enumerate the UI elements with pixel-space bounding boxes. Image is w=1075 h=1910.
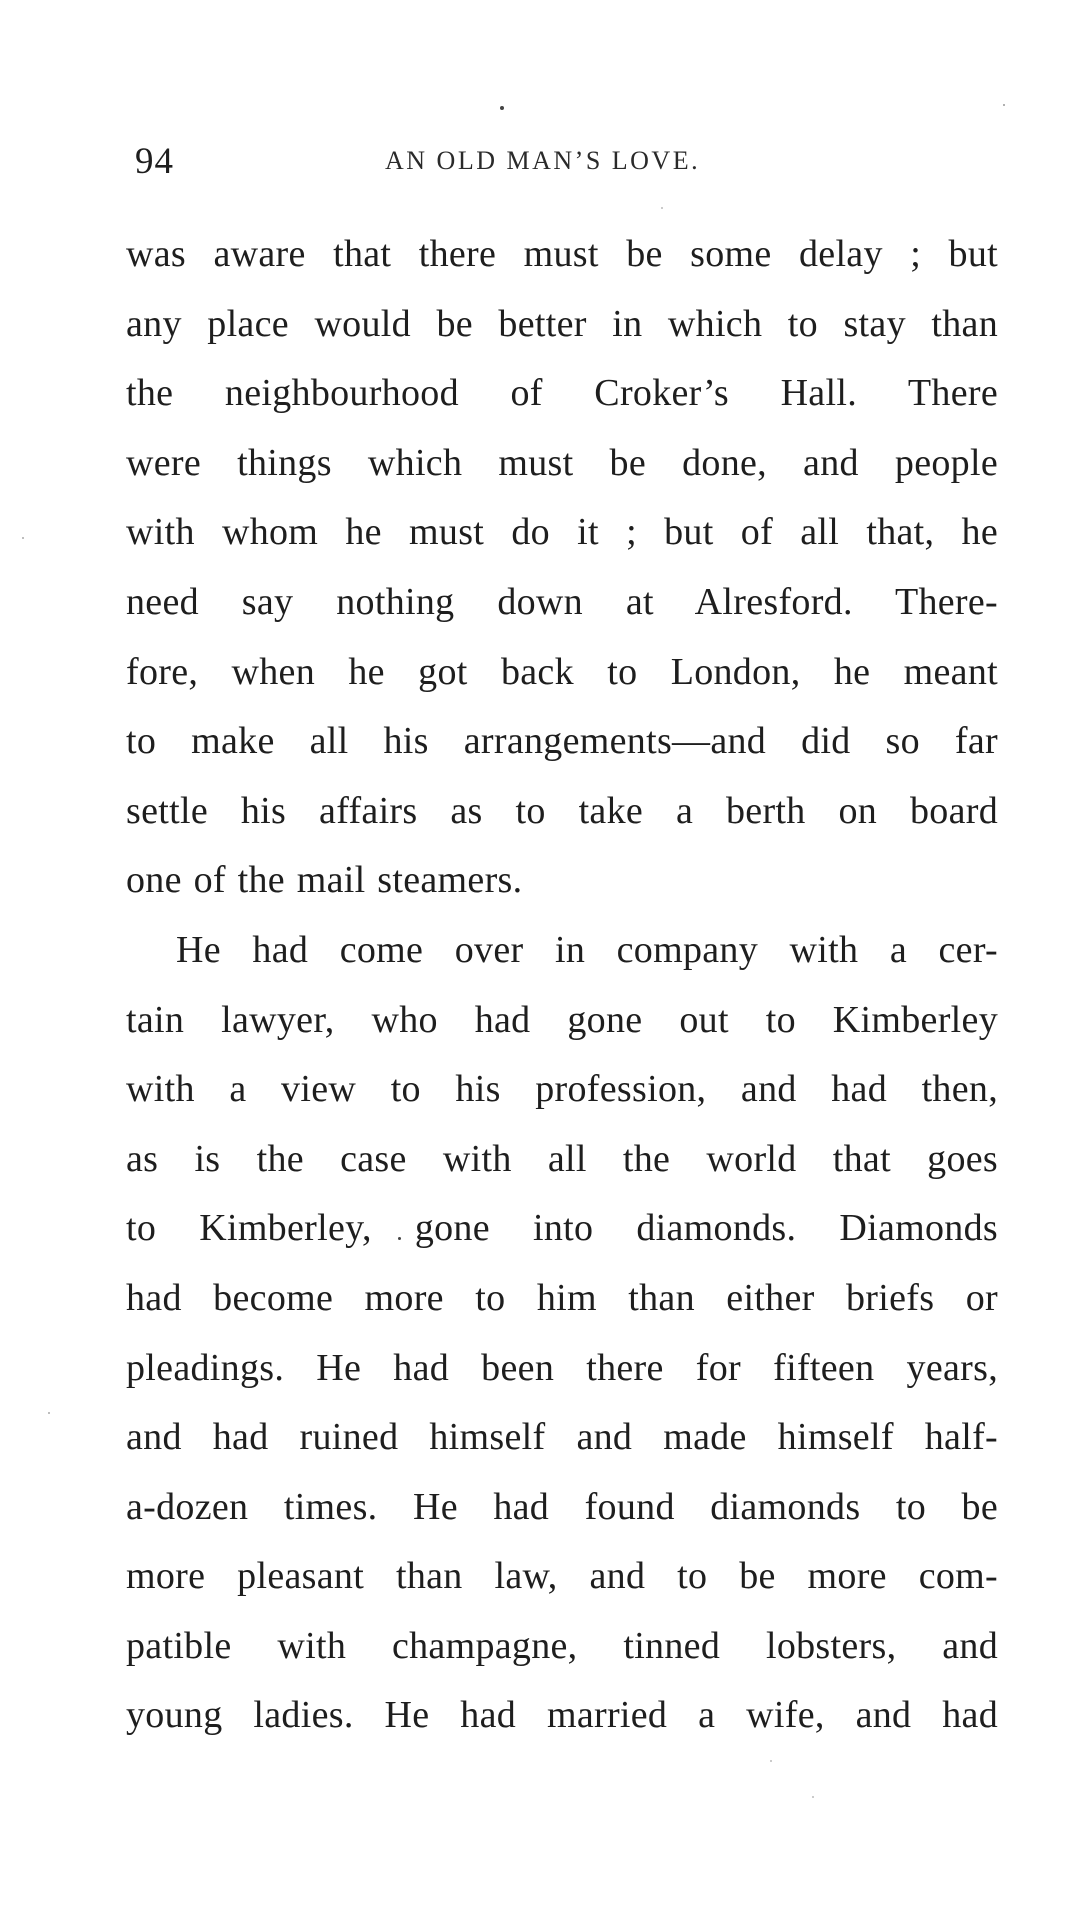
- text-line: to make all his arrangements—and did so far: [126, 720, 998, 763]
- body-text: [126, 220, 998, 1751]
- page-header: [135, 140, 995, 190]
- text-line: any place would be better in which to stay than: [126, 302, 998, 345]
- print-speck: [1003, 104, 1005, 106]
- print-speck: [500, 106, 504, 110]
- text-line: as is the case with all the world that goes: [126, 1137, 998, 1180]
- text-line: were things which must be done, and people: [126, 441, 998, 484]
- text-line: more pleasant than law, and to be more com-: [126, 1555, 998, 1598]
- print-speck: [812, 1796, 814, 1798]
- running-title: AN OLD MAN’S LOVE.: [385, 146, 701, 175]
- text-line: fore, when he got back to London, he meant: [126, 650, 998, 693]
- text-line: was aware that there must be some delay ; but: [126, 233, 998, 275]
- paragraph-1: [126, 220, 998, 916]
- text-line: to Kimberley, gone into diamonds. Diamonds: [126, 1207, 998, 1250]
- text-line: a-dozen times. He had found diamonds to be: [126, 1485, 998, 1528]
- text-line: pleadings. He had been there for fifteen years,: [126, 1346, 998, 1389]
- print-speck: [770, 1760, 772, 1762]
- text-line: tain lawyer, who had gone out to Kimberley: [126, 998, 998, 1041]
- text-line: patible with champagne, tinned lobsters, and: [126, 1624, 998, 1667]
- text-line: need say nothing down at Alresford. There-: [126, 580, 998, 623]
- text-line: settle his affairs as to take a berth on board: [126, 789, 998, 832]
- text-line: young ladies. He had married a wife, and had: [126, 1694, 998, 1737]
- text-line: He had come over in company with a cer-: [176, 928, 998, 971]
- text-line: one of the mail steamers.: [126, 859, 523, 902]
- text-line: had become more to him than either briefs or: [126, 1276, 998, 1319]
- text-line: the neighbourhood of Croker’s Hall. There: [126, 372, 998, 415]
- page-number: 94: [135, 141, 174, 182]
- print-speck: [661, 207, 663, 209]
- text-line: with whom he must do it ; but of all that, he: [126, 511, 998, 554]
- print-speck: [48, 1412, 50, 1414]
- print-speck: [22, 537, 24, 539]
- text-line: with a view to his profession, and had then,: [126, 1068, 998, 1111]
- paragraph-2: [126, 916, 998, 1751]
- text-line: and had ruined himself and made himself half-: [126, 1416, 998, 1459]
